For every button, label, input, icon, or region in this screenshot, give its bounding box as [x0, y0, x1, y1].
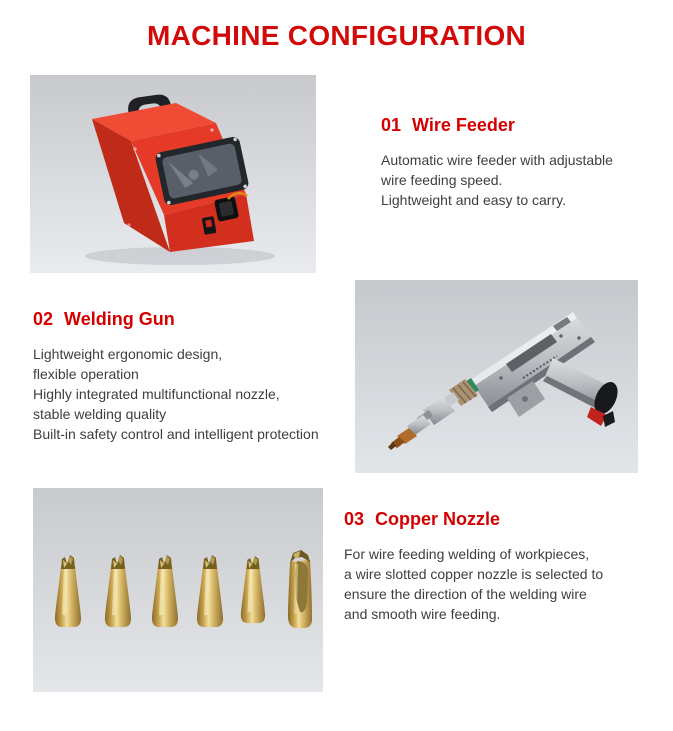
welding-gun-illustration — [355, 280, 638, 473]
page-title: MACHINE CONFIGURATION — [146, 20, 527, 51]
description-line: Lightweight and easy to carry. — [381, 192, 566, 208]
description-line: a wire slotted copper nozzle is selected to — [344, 566, 604, 582]
description-line: ensure the direction of the welding wire — [344, 586, 587, 602]
description-line: and smooth wire feeding. — [344, 606, 501, 622]
section-heading — [33, 307, 363, 331]
description-line: Built-in safety control and intelligent protection — [33, 426, 319, 442]
section-name: Wire Feeder — [412, 115, 515, 135]
section-name: Copper Nozzle — [375, 509, 501, 529]
section-name: Welding Gun — [64, 309, 175, 329]
description-line: For wire feeding welding of workpieces, — [344, 546, 590, 562]
section-copper-nozzle — [344, 507, 654, 624]
section-welding-gun — [33, 307, 363, 444]
section-number: 03 — [344, 509, 365, 529]
section-number: 02 — [33, 309, 54, 329]
wire-feeder-image — [30, 75, 316, 273]
section-description — [344, 544, 654, 624]
copper-nozzles-image — [33, 488, 323, 692]
section-heading — [381, 113, 651, 137]
description-line: Automatic wire feeder with adjustable — [381, 152, 613, 168]
wire-feeder-illustration — [30, 75, 316, 273]
section-heading — [344, 507, 654, 531]
description-line: Highly integrated multifunctional nozzle, — [33, 386, 280, 402]
welding-gun-image — [355, 280, 638, 473]
section-wire-feeder — [381, 113, 651, 210]
description-line: Lightweight ergonomic design, — [33, 346, 223, 362]
copper-nozzles-illustration — [33, 488, 323, 692]
section-description — [381, 150, 651, 210]
description-line: flexible operation — [33, 366, 139, 382]
description-line: stable welding quality — [33, 406, 167, 422]
machine-connector — [214, 196, 239, 222]
section-number: 01 — [381, 115, 402, 135]
section-description — [33, 344, 363, 444]
description-line: wire feeding speed. — [381, 172, 503, 188]
